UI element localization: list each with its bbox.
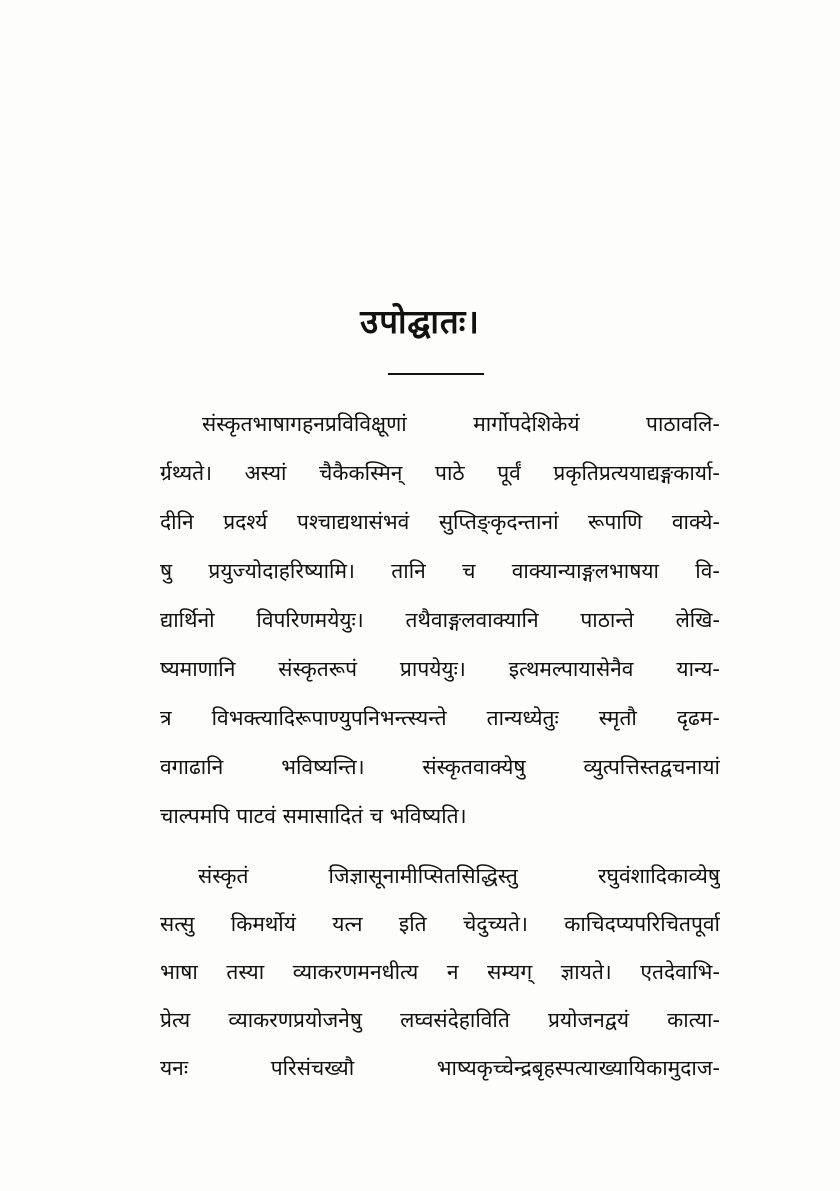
text-line: द्यार्थिनो विपरिणमयेयुः। तथैवाङ्गलवाक्यानि पाठान्ते लेखि- bbox=[160, 608, 720, 632]
text-line: वगाढानि भविष्यन्ति। संस्कृतवाक्येषु व्युत्पत्तिस्तद्वचनायां bbox=[160, 755, 720, 779]
text-line: संस्कृतभाषागहनप्रविविक्षूणां मार्गोपदेशिकेयं पाठावलि- bbox=[202, 412, 720, 436]
text-line: सत्सु किमर्थोयं यत्न इति चेदुच्यते। काचिदप्यपरिचितपूर्वा bbox=[160, 912, 720, 936]
paragraph-2 bbox=[160, 852, 720, 1092]
text-line: षु प्रयुज्योदाहरिष्यामि। तानि च वाक्यान्याङ्गलभाषया वि- bbox=[160, 559, 720, 583]
text-line: यनः परिसंचख्यौ भाष्यकृच्चेन्द्रबृहस्पत्याख्यायिकामुदाज- bbox=[160, 1056, 720, 1080]
text-line: चाल्पमपि पाटवं समासादितं च भविष्यति। bbox=[160, 804, 467, 828]
title-underline bbox=[388, 373, 484, 375]
text-line: दीनि प्रदर्श्य पश्चाद्यथासंभवं सुप्तिङ्कृदन्तानां रूपाणि वाक्ये- bbox=[160, 510, 720, 534]
text-line: भाषा तस्या व्याकरणमनधीत्य न सम्यग् ज्ञायते। एतदेवाभि- bbox=[160, 960, 720, 984]
text-line: संस्कृतं जिज्ञासूनामीप्सितसिद्धिस्तु रघुवंशादिकाव्येषु bbox=[198, 864, 720, 888]
text-line: प्रेत्य व्याकरणप्रयोजनेषु लघ्वसंदेहाविति प्रयोजनद्वयं कात्या- bbox=[160, 1008, 720, 1032]
text-line: ष्यमाणानि संस्कृतरूपं प्रापयेयुः। इत्थमल्पायासेनैव यान्य- bbox=[160, 657, 720, 681]
text-line: र्ग्रथ्यते। अस्यां चैकैकस्मिन् पाठे पूर्वं प्रकृतिप्रत्ययाद्यङ्गकार्या- bbox=[160, 461, 720, 485]
paragraph-1 bbox=[160, 400, 720, 841]
page-title: उपोद्घातः। bbox=[360, 302, 480, 341]
text-line: त्र विभक्त्यादिरूपाण्युपनिभन्त्स्यन्ते तान्यध्येतुः स्मृतौ दृढम- bbox=[160, 706, 720, 730]
